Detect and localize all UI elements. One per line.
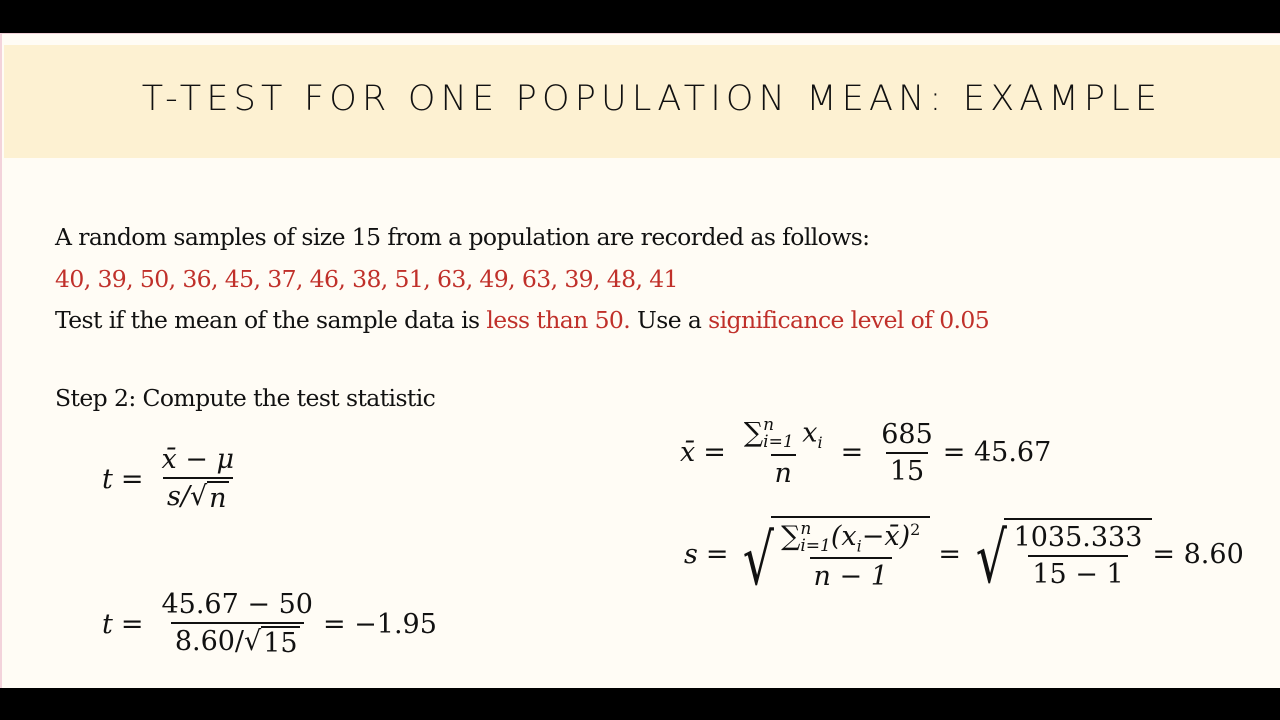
sigma-icon: ∑	[743, 417, 764, 449]
s-symbol: s	[684, 538, 698, 570]
fraction	[777, 520, 924, 592]
test-prefix: Test if the mean of the sample data is	[55, 306, 487, 334]
numerator: ∑ n i=1 $(x_i-x̄)^2$	[781, 518, 921, 556]
intro-text: A random samples of size 15 from a population are recorded as follows:	[55, 223, 870, 251]
fraction	[1010, 522, 1147, 590]
sigma-icon: ∑	[781, 521, 801, 552]
numerator: x̄ − μ	[161, 444, 235, 475]
test-instruction	[55, 306, 989, 334]
sqrt-icon: √	[189, 481, 208, 512]
t-symbol: t	[102, 608, 113, 640]
numerator: 45.67 − 50	[161, 589, 313, 620]
equals-sign: =	[938, 538, 961, 570]
slide	[0, 33, 1280, 688]
fraction	[740, 417, 827, 489]
sqrt-icon: √	[743, 519, 775, 602]
mean-result: = 45.67	[942, 437, 1052, 469]
denominator: 15	[886, 452, 928, 487]
t-formula-computed	[102, 589, 437, 659]
sqrt-expression	[736, 516, 930, 602]
claim-text: less than 50.	[486, 306, 631, 334]
denominator: n − 1	[810, 557, 892, 592]
title-band	[4, 45, 1280, 158]
numerator: ∑ n i=1 $x_i$	[743, 415, 823, 452]
equals-sign: =	[120, 463, 144, 495]
sqrt-expression	[969, 517, 1152, 600]
fraction	[877, 419, 937, 487]
equals-sign: =	[705, 538, 729, 570]
mean-formula	[680, 417, 1051, 489]
fraction	[157, 589, 316, 659]
step-heading: Step 2: Compute the test statistic	[55, 384, 436, 412]
sd-result: = 8.60	[1152, 538, 1244, 570]
numerator: 685	[881, 418, 933, 450]
denominator: 8.60/ √ 15	[171, 622, 304, 659]
xbar-symbol: x̄	[680, 437, 696, 469]
denominator: 15 − 1	[1028, 555, 1127, 590]
test-middle: Use a	[630, 306, 709, 334]
slide-title: T-TEST FOR ONE POPULATION MEAN: EXAMPLE	[141, 79, 1163, 119]
denominator: s/ √ n	[163, 477, 233, 514]
sample-values: 40, 39, 50, 36, 45, 37, 46, 38, 51, 63, 49, 63, 39, 48, 41	[55, 265, 678, 293]
t-symbol: t	[102, 463, 113, 495]
numerator: 1035.333	[1013, 522, 1143, 554]
sqrt-icon: √	[244, 626, 262, 657]
t-result: = −1.95	[322, 608, 437, 640]
equals-sign: =	[120, 608, 144, 640]
denominator: n	[771, 454, 796, 489]
fraction	[157, 444, 238, 514]
sd-formula	[684, 516, 1244, 602]
alpha-text: significance level of 0.05	[708, 306, 990, 334]
equals-sign: =	[840, 437, 864, 469]
sqrt-icon: √	[975, 517, 1007, 600]
t-formula-general	[102, 444, 244, 514]
equals-sign: =	[703, 437, 726, 469]
